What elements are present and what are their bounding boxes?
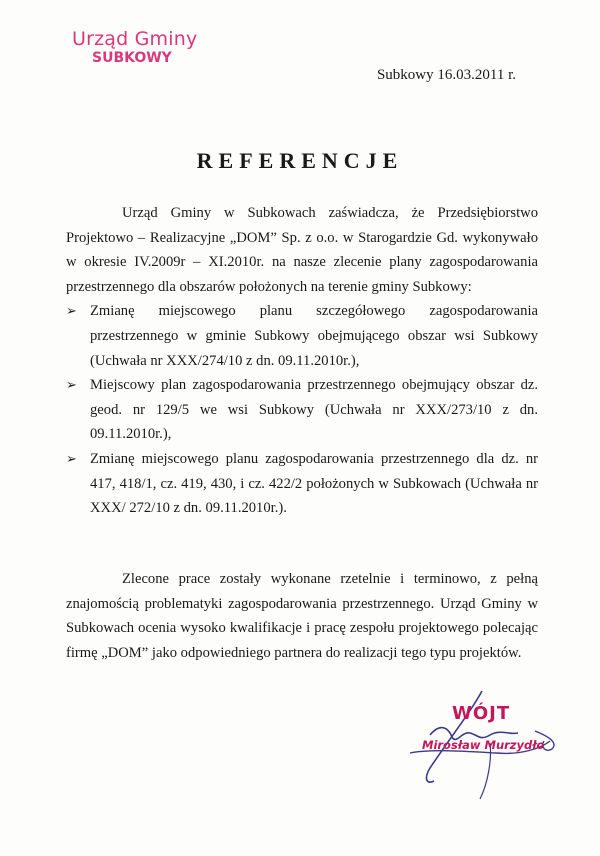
official-stamp-signature	[400, 683, 570, 803]
stamp-name: Mirosław Murzydło	[422, 738, 545, 752]
list-item-text: Miejscowy plan zagospodarowania przestrzennego obejmujący obszar dz. geod. nr 129/5 we wsi Subkowy (Uchwała nr XXX/273/10 z dn. 09.11.2010r.),	[90, 377, 538, 443]
stamp-title: WÓJT	[452, 703, 511, 724]
list-item	[66, 373, 538, 447]
arrowhead-bullet-icon: ➢	[66, 303, 77, 319]
letterhead-line2: SUBKOWY	[92, 50, 172, 66]
closing-paragraph: Zlecone prace zostały wykonane rzetelnie i terminowo, z pełną znajomością problematyki zagospodarowania przestrzennego. Urząd Gminy w Subkowach ocenia wysoko kwalifikacje i pracę zespołu projektowego polecając firmę „DOM” jako odpowiedniego partnera do realizacji tego typu projektów.	[66, 571, 538, 661]
letterhead-logo	[72, 30, 197, 65]
intro-paragraph: Urząd Gminy w Subkowach zaświadcza, że Przedsiębiorstwo Projektowo – Realizacyjne „DOM” Sp. z o.o. w Starogardzie Gd. wykonywało w okresie IV.2009r – XI.2010r. na nasze zlecenie plany zagospodarowania przestrzennego dla obszarów położonych na terenie gminy Subkowy:	[66, 205, 538, 295]
arrowhead-bullet-icon: ➢	[66, 377, 77, 393]
arrowhead-bullet-icon: ➢	[66, 450, 77, 466]
list-item-text: Zmianę miejscowego planu zagospodarowania przestrzennego dla dz. nr 417, 418/1, cz. 419, 430, i cz. 422/2 położonych w Subkowach (Uchwała nr XXX/ 272/10 z dn. 09.11.2010r.).	[90, 450, 538, 517]
letterhead-line1: Urząd Gminy	[72, 28, 198, 50]
letter-body	[66, 201, 538, 521]
list-item	[66, 447, 538, 521]
letter-date: Subkowy 16.03.2011 r.	[376, 67, 516, 83]
letter-title: REFERENCJE	[196, 148, 404, 173]
list-item	[66, 299, 538, 373]
list-item-text: Zmianę miejscowego planu szczegółowego zagospodarowania przestrzennego w gminie Subkowy obejmującego obszar wsi Subkowy (Uchwała nr XXX/274/10 z dn. 09.11.2010r.),	[90, 303, 538, 369]
plan-list	[66, 299, 538, 520]
